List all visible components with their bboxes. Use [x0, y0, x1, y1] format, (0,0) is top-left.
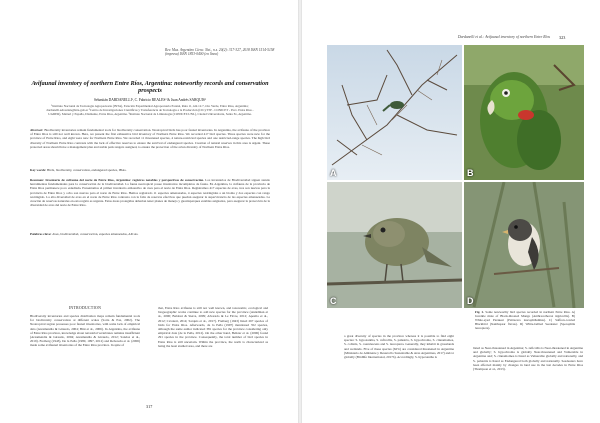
photo-label-a: A — [330, 168, 337, 178]
left-page-number: 317 — [146, 404, 153, 409]
photo-label-d: D — [467, 296, 474, 306]
intro-heading: INTRODUCTION — [68, 306, 102, 310]
intro-column-1: Biodiversity inventories and species distribution maps remain fundamental tools for biodiversity conservation at different scales (Soria & Paz, 2002). The Neotropical region possesses poor faunal inventories, with some lack of empirical data (Arzamendia & Giraudo, 2004; Bini et al., 2006). In Argentina, the avifauna of Entre Ríos province, knowledge about terrestrial vertebrates remains insufficient (Arzamendia & Giraudo, 2004; Arzamendia & Giraudo, 2012; Sandoz et al., 2019). Freiberg (1943), De la Peña (1980, 1997, 2012) and Reboreda et al. (2006) made some avifaunal inventories of the Entre Ríos province. In spite of — [30, 314, 140, 348]
resumen-label: Resumen: Inventario de avifauna del norte de Entre Ríos, Argentina: registros notables y perspectivas de conservación. — [30, 178, 205, 182]
right-column-2: listed as Near-threatened in Argentina; S. ruficollis is Near-threatened in Argentina and globally; S. hypochroma is globally Near-threatened and Vulnerable in Argentina and; S. cinnamomea is listed as Vulnerable globally and nationally, and S. palustris is listed as Endangered both globally and nationally. Seedeaters have been affected mainly by changes in land use in the last decades in Entre Ríos (Thompson et al., 2013). — [473, 346, 583, 372]
running-head: Dardanelli et al.: Avifaunal inventory of northern Entre Ríos — [457, 35, 550, 39]
resumen-text: Los inventarios de Biodiversidad siguen siendo herramientas fundamentales para la conservación de la biodiversidad. La fauna neotropical posee inventarios incompletos de fauna. En Argentina, la avifauna de la provincia de Entre Ríos permanece poco estudiada. Presentamos el primer inventario exhaustivo de aves para el norte de Entre Ríos. Registramos 417 especies de aves, tres son nuevas para la provincia de Entre Ríos y ocho son nuevas para el norte de Entre Ríos. Hemos registrado 11 especies amenazadas, 4 especies restringidas a un bioma y dos especies con rango restringido. La alta diversidad de aves en el norte de Entre Ríos contrasta con la falta de reservas efectivas que puedan asegurar la supervivencia de las especies amenazadas. La creación de reservas naturales en esta región es urgente. Estas áreas protegidas deberían tener planes de manejo y guardaparques estables asignados, para asegurar la protección de la diversidad de aves del norte de Entre Ríos. — [30, 178, 270, 208]
caption-text: Some noteworthy bird species recorded in northern Entre Ríos. A) Juvenile male of Black-throated Mango (Anthracothorax nigricollis). B) White-eyed Parakeet (Psittacara leucophthalmus). C) Saffron-cowled Blackbird (Xanthopsar flavus). D) White-bellied Seedeater (Sporophila leucoptera). — [475, 310, 576, 330]
photo-b — [464, 45, 584, 180]
left-page — [0, 0, 298, 423]
keywords — [30, 168, 270, 172]
resumen — [30, 178, 270, 207]
affiliations: ¹Instituto Nacional de Tecnología Agropecuaria (INTA), Estación Experimental Agropecuaria Paraná, Ruta 11, km 12.7, Oro Verde, Entre Ríos, Argentina; dardanelli.sebastian@inta.gob.ar ²Centro de Investigaciones Científicas y Transferencia de Tecnología a la Producción (CICyTTP - CONICET - Prov. Entre Ríos - UADER), Matteri y España, Diamante, Entre Ríos, Argentina. ³Instituto Nacional de Limnología (CONICET-UNL), Ciudad Universitaria, Santa Fe, Argentina. — [46, 104, 254, 116]
photo-d — [464, 182, 584, 308]
keywords-label: Key words: — [30, 168, 47, 172]
palabras-clave — [30, 232, 270, 236]
right-column-1: a great diversity of species in the province whereas it is possible to find eight species: S. hypoxantha, S. ruficollis, S. palustris, S. hypochroma, S. cinnamomea, S. collaris, S. caerulescens and S. leucoptera. Generally, they inhabit in grasslands and wetlands. Five of these species (62%) are considered threatened in Argentina (Ministerio de Ambiente y Desarrollo Sustentable & Aves Argentinas, 2017) and/or globally (Birdlife International, 2017b). Accordingly, S. hypoxantha is — [344, 334, 454, 360]
photo-c — [327, 182, 462, 308]
abstract-label: Abstract: — [30, 128, 44, 132]
abstract-text: Biodiversity inventories remain fundamental tools for biodiversity conservation. Neotropical birds has poor faunal inventories. In Argentina, the avifauna of the province of Entre Ríos is still not well known. Here, we present the first exhaustive bird inventory of Northern Entre Ríos. We recorded 417 bird species. Three species were new for the province of Entre Ríos, and eight were new for Northern Entre Ríos. We recorded 11 threatened species, 4 nature-restricted species and one restricted-range species. The high bird diversity of Northern Entre Ríos contrasts with the lack of effective reserves to ensure the survival of endangered species. Creation of natural reserves in this area is urgent. These protected areas should have a management plan and stable park rangers assigned, to ensure the protection of the avian diversity of Northern Entre Ríos. — [30, 128, 270, 149]
caption-fig-label: Fig. 2. — [475, 310, 484, 314]
photo-label-b: B — [467, 168, 474, 178]
journal-meta: Rev. Mus. Argentino Cienc. Nat., n.s. 20(2): 317-327, 2018 ISSN 1514-5158 (impresa) ISSN 1853-0400 (en línea) — [165, 48, 275, 57]
authors: Sebastián DARDANELLI¹, C. Fabricio REALES² & Juan Andrés SARQUIS² — [93, 98, 207, 102]
palabras-label: Palabras clave: — [30, 232, 52, 236]
right-page-number: 323 — [559, 35, 566, 40]
palabras-text: Aves, biodiversidad, conservación, especies amenazadas, AICAs. — [52, 232, 139, 236]
abstract — [30, 128, 270, 149]
photo-a — [327, 45, 462, 180]
figure-caption — [475, 310, 575, 330]
right-page — [302, 0, 600, 423]
intro-column-2: that, Entre Ríos avifauna is still not well known, and taxonomic, ecological and biogeographic works continue to add new species for the province (Andelman et al., 2006; Baldoni & Sierra, 2009; Alvarado & Le Fèvre, 2012; Apeztia et al., 2012; Cavaleri, 2014; Sarquis et al., 2017). Freiberg (1943) listed 267 species of birds for Entre Ríos. Afterwards, de la Peña (1997) mentioned 352 species, although the same author indicated 381 species for the province considering only empirical data (de la Peña, 2012). On the other hand, Beltzer et al. (2006) found 291 species in the province. Consequently, the total number of bird species in Entre Ríos is still uncertain. Within the province, the north is characterized as being the least studied area, and there are — [158, 306, 268, 348]
keywords-text: Birds, biodiversity, conservation, endangered species, IBAs. — [47, 168, 127, 172]
photo-label-c: C — [330, 296, 337, 306]
article-title: Avifaunal inventory of northern Entre Ríos, Argentina: noteworthy records and conservation prospects — [31, 80, 269, 94]
